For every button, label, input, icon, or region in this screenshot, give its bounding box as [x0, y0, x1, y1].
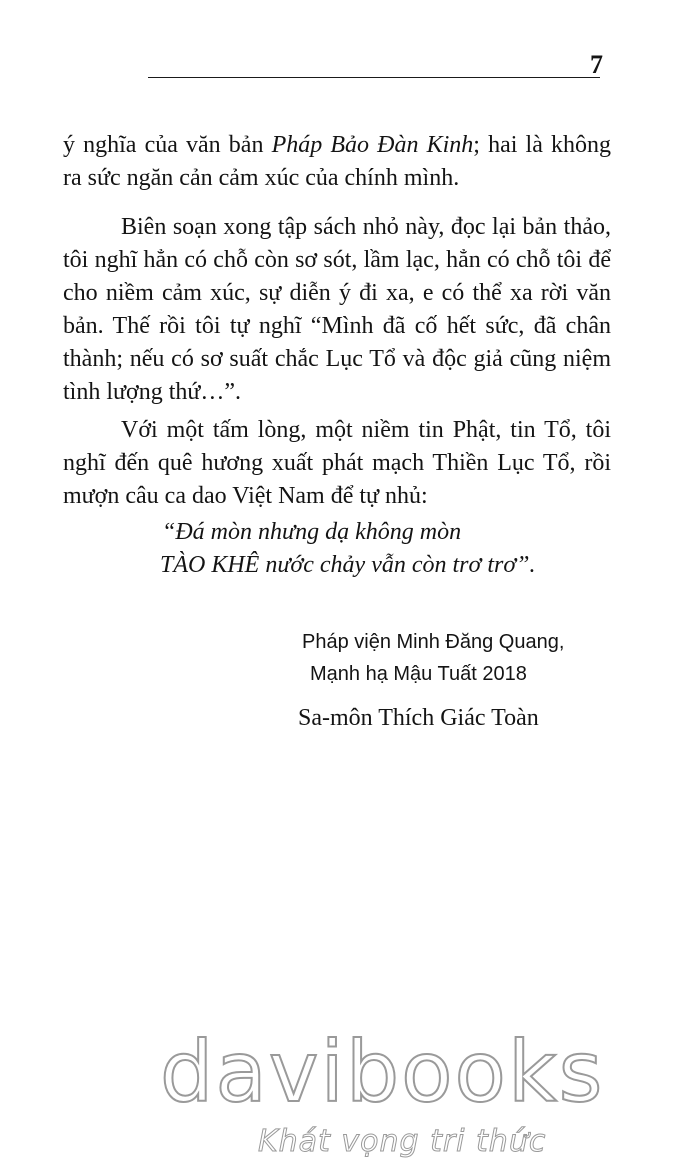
page-number: 7 — [590, 50, 603, 79]
paragraph-2: Biên soạn xong tập sách nhỏ này, đọc lại bản thảo, tôi nghĩ hẳn có chỗ còn sơ sót, lầm lạc, hẳn có chỗ tôi để cho niềm cảm xúc, sự diễn ý đi xa, e có thể xa rời văn bản. Thế rồi tôi tự nghĩ “Mình đã cố hết sức, đã chân thành; nếu có sơ suất chắc Lục Tổ và độc giả cũng niệm tình lượng thứ…”. — [63, 214, 611, 405]
paragraph-1 — [63, 129, 611, 195]
poem-line-2: TÀO KHÊ nước chảy vẫn còn trơ trơ”. — [160, 552, 536, 578]
poem-line-1: “Đá mòn nhưng dạ không mòn — [162, 519, 462, 545]
watermark-logo: davibooks — [160, 1023, 605, 1121]
paragraph-1-text-a: ý nghĩa của văn bản — [63, 132, 272, 158]
watermark-tagline: Khát vọng tri thức — [258, 1124, 547, 1159]
signature-place — [302, 626, 564, 690]
paragraph-3: Với một tấm lòng, một niềm tin Phật, tin Tổ, tôi nghĩ đến quê hương xuất phát mạch Thiền Lục Tổ, rồi mượn câu ca dao Việt Nam để tự nhủ: — [63, 417, 611, 509]
place-line-1: Pháp viện Minh Đăng Quang, — [302, 631, 565, 653]
header-rule — [148, 77, 600, 78]
place-line-2: Mạnh hạ Mậu Tuất 2018 — [310, 663, 527, 685]
poem-quote — [160, 516, 535, 582]
paragraph-1-text-b: ; hai là không ra sức ngăn cản cảm xúc của chính mình. — [63, 132, 611, 191]
book-title: Pháp Bảo Đàn Kinh — [271, 132, 474, 158]
signature-author: Sa-môn Thích Giác Toàn — [298, 705, 539, 731]
